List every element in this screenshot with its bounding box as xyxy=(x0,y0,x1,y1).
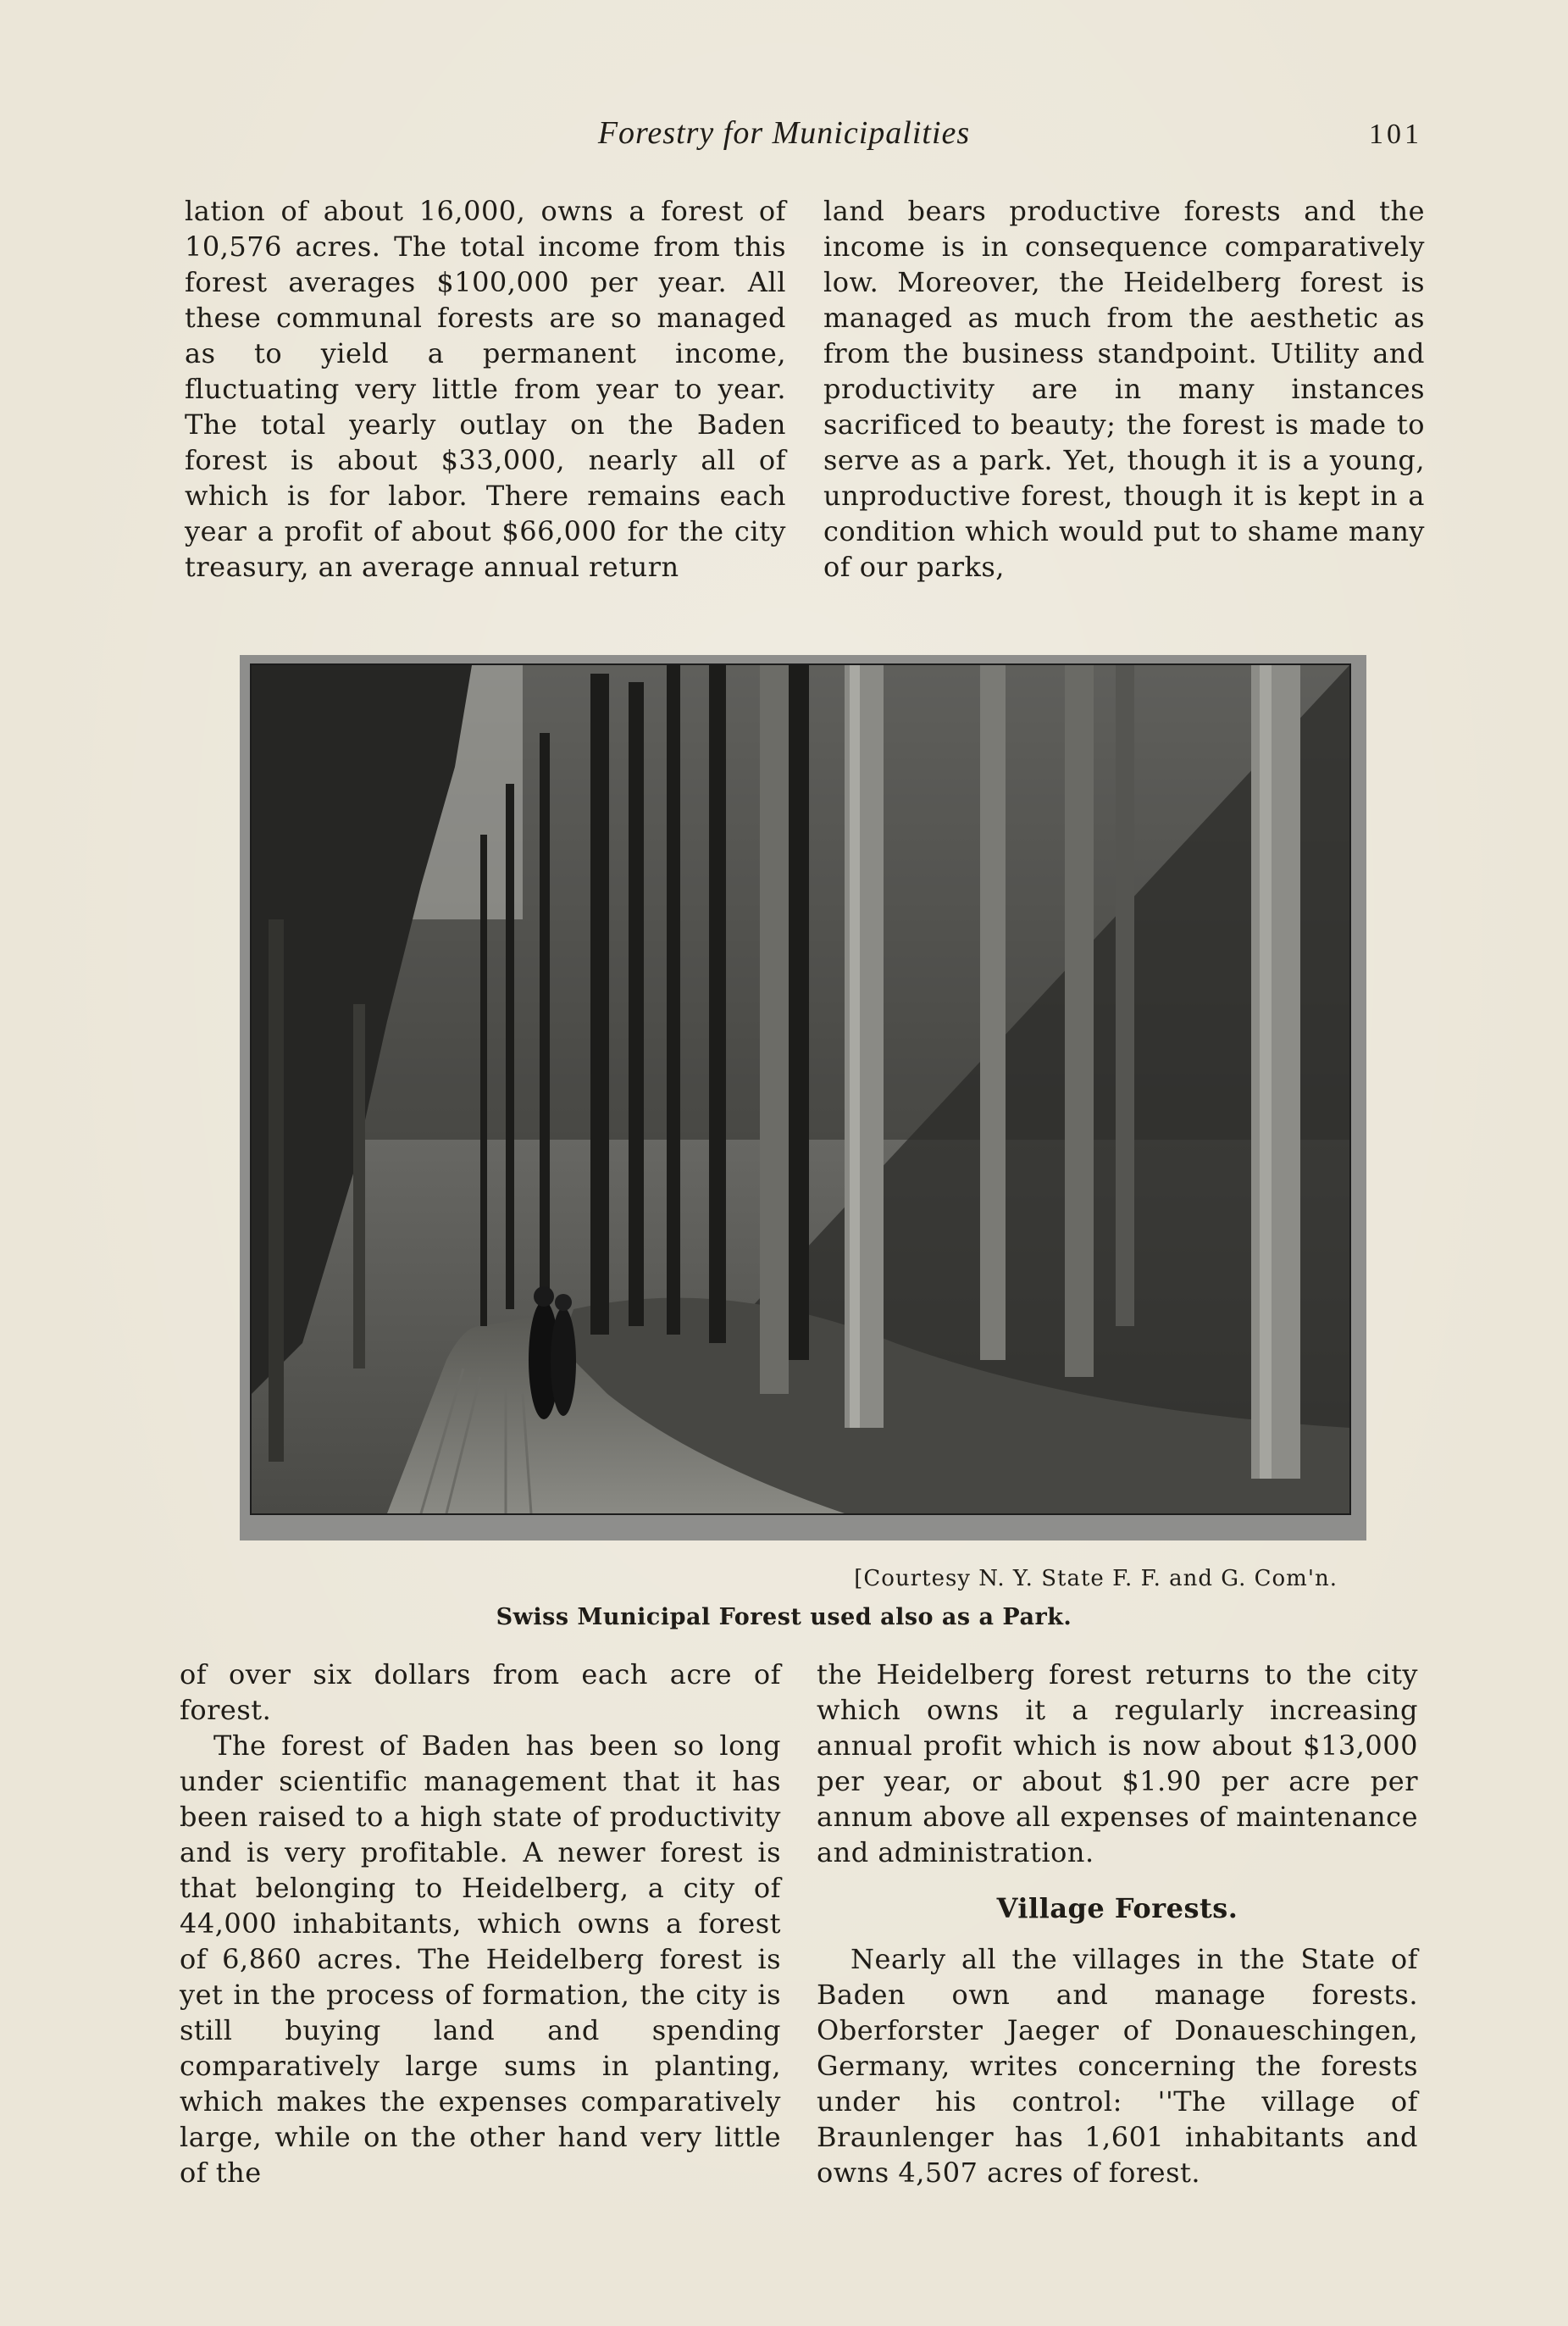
page-number: 101 xyxy=(1369,119,1422,150)
photo-caption: Swiss Municipal Forest used also as a Park. xyxy=(496,1604,1072,1630)
paragraph: lation of about 16,000, owns a forest of 10,576 acres. The total income from this forest averages $100,000 per year. All these communal forests are so managed as to yield a permanent income, fluctuating very little from year to year. The total yearly outlay on the Baden forest is about $33,000, nearly all of which is for labor. There remains each year a profit of about $66,000 for the city treasury, an average annual return xyxy=(185,195,786,583)
photo-frame xyxy=(240,655,1366,1540)
paragraph: the Heidelberg forest returns to the city which owns it a regularly increasing annual profit which is now about $13,000 per year, or about $1.90 per acre per annum above all expenses of maintenance and administration. xyxy=(817,1658,1418,1868)
paragraph: of over six dollars from each acre of forest. xyxy=(180,1658,781,1726)
paragraph: The forest of Baden has been so long under scientific management that it has been raised to a high state of productivity and is very profitable. A newer forest is that belonging to Heidelberg, a city of 44,000 inhabitants, which owns a forest of 6,860 acres. The Heidelberg forest is yet in the process of formation, the city is still buying land and spending comparatively large sums in planting, which makes the expenses comparatively large, while on the other hand very little of the xyxy=(180,1729,781,2189)
text-column-top-left xyxy=(185,193,786,585)
paragraph: Nearly all the villages in the State of Baden own and manage forests. Oberforster Jaeger of Donaueschingen, Germany, writes concerning the forests under his control: ''The village of Braunlenger has 1,601 inhabitants and owns 4,507 acres of forest. xyxy=(817,1943,1418,2189)
section-heading: Village Forests. xyxy=(996,1892,1238,1924)
text-column-top-right xyxy=(823,193,1425,585)
forest-photograph xyxy=(250,663,1351,1515)
text-column-bottom-left xyxy=(180,1657,781,2190)
paragraph: land bears productive forests and the income is in consequence comparatively low. Moreover, the Heidelberg forest is managed as much from the aesthetic as from the business standpoint. Utility and productivity are in many instances sacrificed to beauty; the forest is made to serve as a park. Yet, though it is a young, unproductive forest, though it is kept in a condition which would put to shame many of our parks, xyxy=(823,195,1425,583)
photo-credit: [Courtesy N. Y. State F. F. and G. Com'n. xyxy=(854,1566,1338,1591)
text-column-bottom-right xyxy=(817,1657,1418,2190)
running-title: Forestry for Municipalities xyxy=(597,115,971,151)
